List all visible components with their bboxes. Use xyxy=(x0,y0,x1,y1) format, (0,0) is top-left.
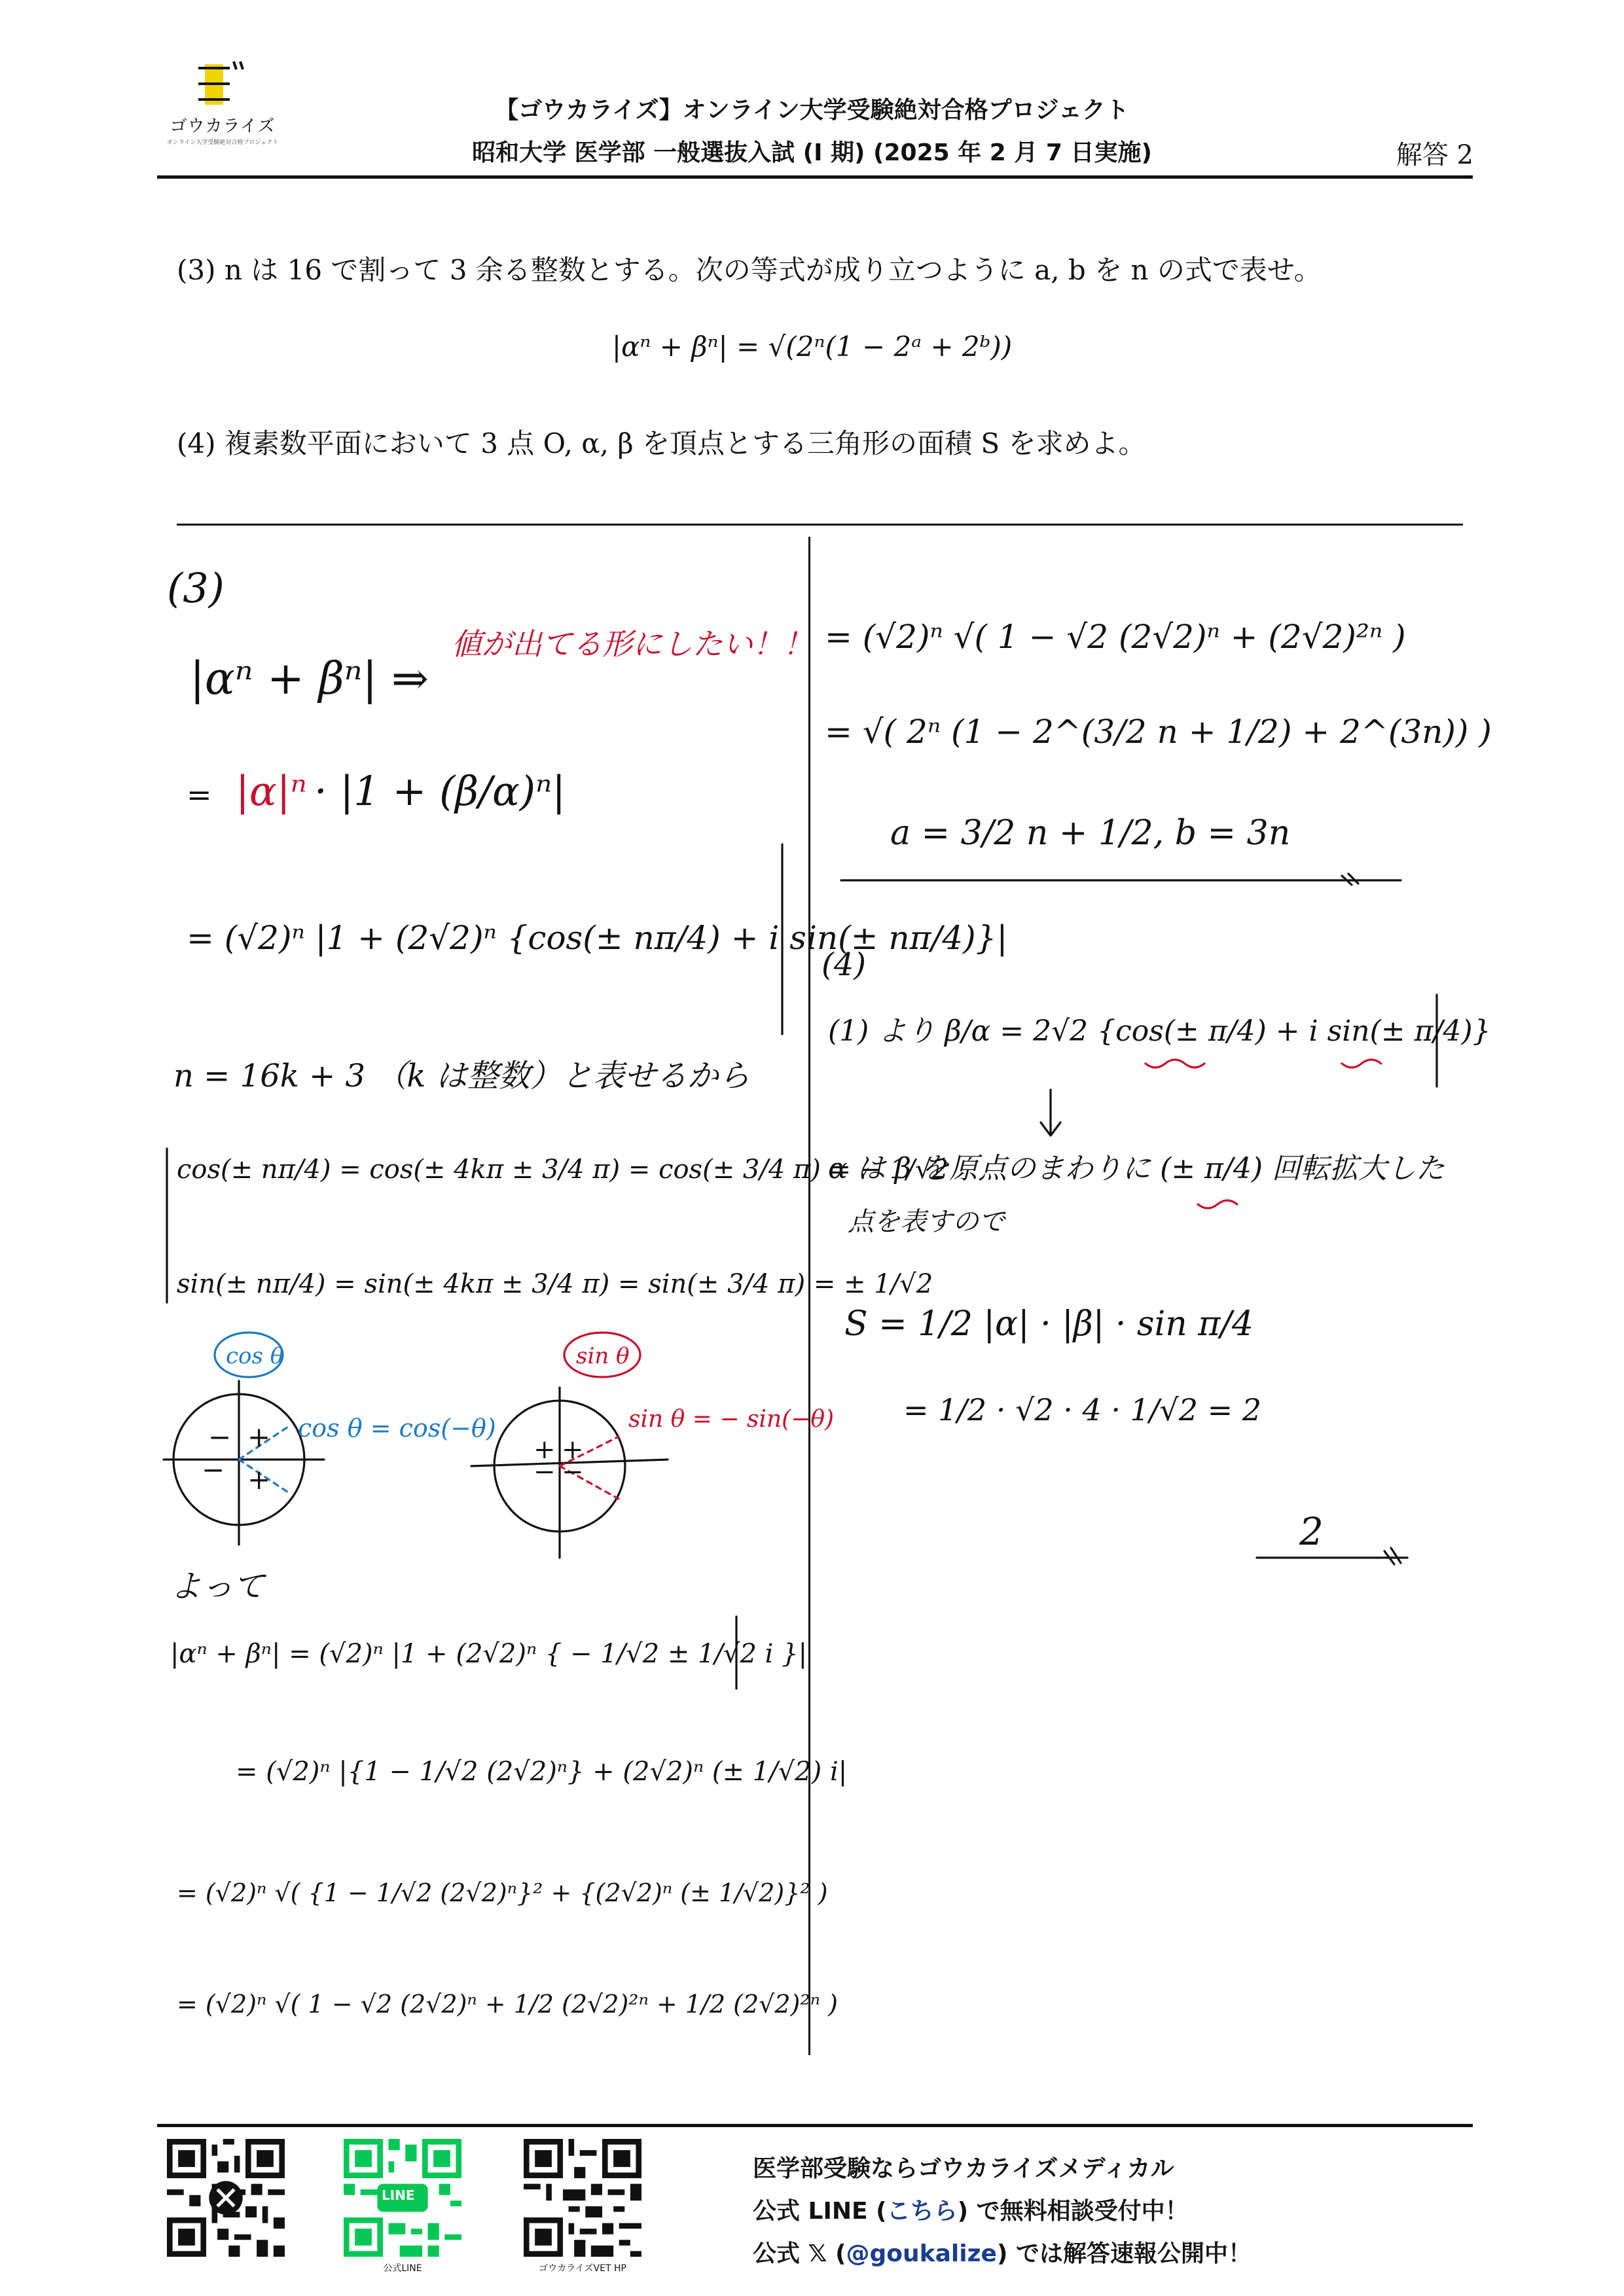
final-answer: 2 xyxy=(1299,1509,1324,1554)
step-5: cos(± nπ/4) = cos(± 4kπ ± 3/4 π) = cos(± 3/4 π) = − 1/√2 xyxy=(177,1155,948,1185)
footer-line-2-prefix: 公式 LINE ( xyxy=(753,2198,887,2225)
right-step-1: = (√2)ⁿ √( 1 − √2 (2√2)ⁿ + (2√2)²ⁿ ) xyxy=(825,618,1406,656)
right-step-6: 点を表すので xyxy=(848,1207,1005,1237)
sin-label: sin θ xyxy=(576,1343,630,1369)
svg-text:+: + xyxy=(533,1435,556,1465)
red-underline-rotation xyxy=(1198,1200,1237,1208)
logo-text: ゴウカライズ xyxy=(170,117,276,136)
right-step-8: = 1/2 · √2 · 4 · 1/√2 = 2 xyxy=(903,1392,1262,1427)
qr-caption-line: 公式LINE xyxy=(383,2263,422,2274)
red-underline-angles xyxy=(1146,1060,1381,1067)
qr-caption-hp: ゴウカライズVET HP xyxy=(539,2263,626,2274)
note-red: 値が出てる形にしたい！！ xyxy=(452,626,813,662)
step-2-red: |α|ⁿ xyxy=(236,767,307,815)
footer-line-2 xyxy=(753,2193,1189,2226)
step-9: = (√2)ⁿ √( {1 − 1/√2 (2√2)ⁿ}² + {(2√2)ⁿ (± 1/√2)}² ) xyxy=(177,1878,828,1907)
footer-line-2-suffix: ) で無料相談受付中！ xyxy=(957,2198,1189,2225)
step-10: = (√2)ⁿ √( 1 − √2 (2√2)ⁿ + 1/2 (2√2)²ⁿ + 1/2 (2√2)²ⁿ ) xyxy=(177,1990,838,2018)
svg-text:−: − xyxy=(533,1457,556,1487)
cos-circle-diagram xyxy=(164,1333,496,1545)
down-arrow xyxy=(1041,1090,1060,1136)
problem-3: (3) n は 16 で割って 3 余る整数とする。次の等式が成り立つように a, b を n の式で表せ。 xyxy=(177,254,1322,286)
right-step-5: α は β を原点のまわりに (± π/4) 回転拡大した xyxy=(828,1152,1445,1185)
step-2-eq: = xyxy=(187,777,212,812)
svg-text:−: − xyxy=(208,1421,232,1453)
header-title: 【ゴウカライズ】オンライン大学受験絶対合格プロジェクト xyxy=(495,97,1129,124)
svg-text:+: + xyxy=(562,1435,584,1465)
svg-text:+: + xyxy=(247,1421,271,1453)
x-link[interactable]: @goukalize xyxy=(846,2240,997,2267)
sin-note: sin θ = − sin(−θ) xyxy=(628,1406,835,1433)
right-step-4: (1) より β/α = 2√2 {cos(± π/4) + i sin(± π/4)} xyxy=(828,1014,1491,1048)
label-3: (3) xyxy=(167,564,225,612)
logo-subtitle: オンライン大学受験絶対合格プロジェクト xyxy=(166,139,279,146)
right-step-7: S = 1/2 |α| · |β| · sin π/4 xyxy=(844,1304,1254,1344)
step-6: sin(± nπ/4) = sin(± 4kπ ± 3/4 π) = sin(± 3/4 π) = ± 1/√2 xyxy=(177,1269,933,1299)
footer-line-3-suffix: ) では解答速報公開中！ xyxy=(996,2240,1252,2267)
header-subtitle: 昭和大学 医学部 一般選抜入試 (I 期) (2025 年 2 月 7 日実施) xyxy=(472,139,1152,166)
cos-label: cos θ xyxy=(226,1343,284,1369)
result-ab: a = 3/2 n + 1/2, b = 3n xyxy=(890,814,1291,853)
right-step-2: = √( 2ⁿ (1 − 2^(3/2 n + 1/2) + 2^(3n)) ) xyxy=(825,713,1492,751)
step-4: n = 16k + 3 （k は整数）と表せるから xyxy=(173,1058,750,1094)
label-4: (4) xyxy=(821,946,866,983)
footer-line-1: 医学部受験ならゴウカライズメディカル xyxy=(753,2155,1174,2182)
svg-text:−: − xyxy=(202,1454,225,1486)
step-3: = (√2)ⁿ |1 + (2√2)ⁿ {cos(± nπ/4) + i sin(± nπ/4)}| xyxy=(187,919,1008,957)
footer-rule xyxy=(157,2124,1473,2127)
step-2-rest: · |1 + (β/α)ⁿ| xyxy=(314,767,566,815)
problem-3-equation: |αⁿ + βⁿ| = √(2ⁿ(1 − 2ᵃ + 2ᵇ)) xyxy=(611,331,1013,363)
yotte: よって xyxy=(170,1568,265,1605)
problem-4: (4) 複素数平面において 3 点 O, α, β を頂点とする三角形の面積 S を求めよ。 xyxy=(177,427,1146,459)
footer-line-3-prefix: 公式 𝕏 ( xyxy=(753,2240,846,2267)
qr-code-x[interactable] xyxy=(167,2139,285,2257)
svg-text:−: − xyxy=(562,1457,584,1487)
footer-line-3 xyxy=(753,2235,1252,2269)
svg-text:+: + xyxy=(247,1463,271,1496)
step-8: = (√2)ⁿ |{1 − 1/√2 (2√2)ⁿ} + (2√2)ⁿ (± 1/√2) i| xyxy=(236,1757,848,1787)
step-1: |αⁿ + βⁿ| ⇒ xyxy=(190,653,429,705)
qr-code-hp[interactable] xyxy=(524,2139,641,2257)
cos-note: cos θ = cos(−θ) xyxy=(298,1414,496,1443)
line-link[interactable]: こちら xyxy=(886,2198,958,2225)
page-label: 解答 2 xyxy=(1396,140,1473,170)
step-7: |αⁿ + βⁿ| = (√2)ⁿ |1 + (2√2)ⁿ { − 1/√2 ± 1/√2 i }| xyxy=(170,1639,808,1669)
sin-circle-diagram xyxy=(471,1333,834,1558)
qr-line-label: LINE xyxy=(382,2187,415,2203)
